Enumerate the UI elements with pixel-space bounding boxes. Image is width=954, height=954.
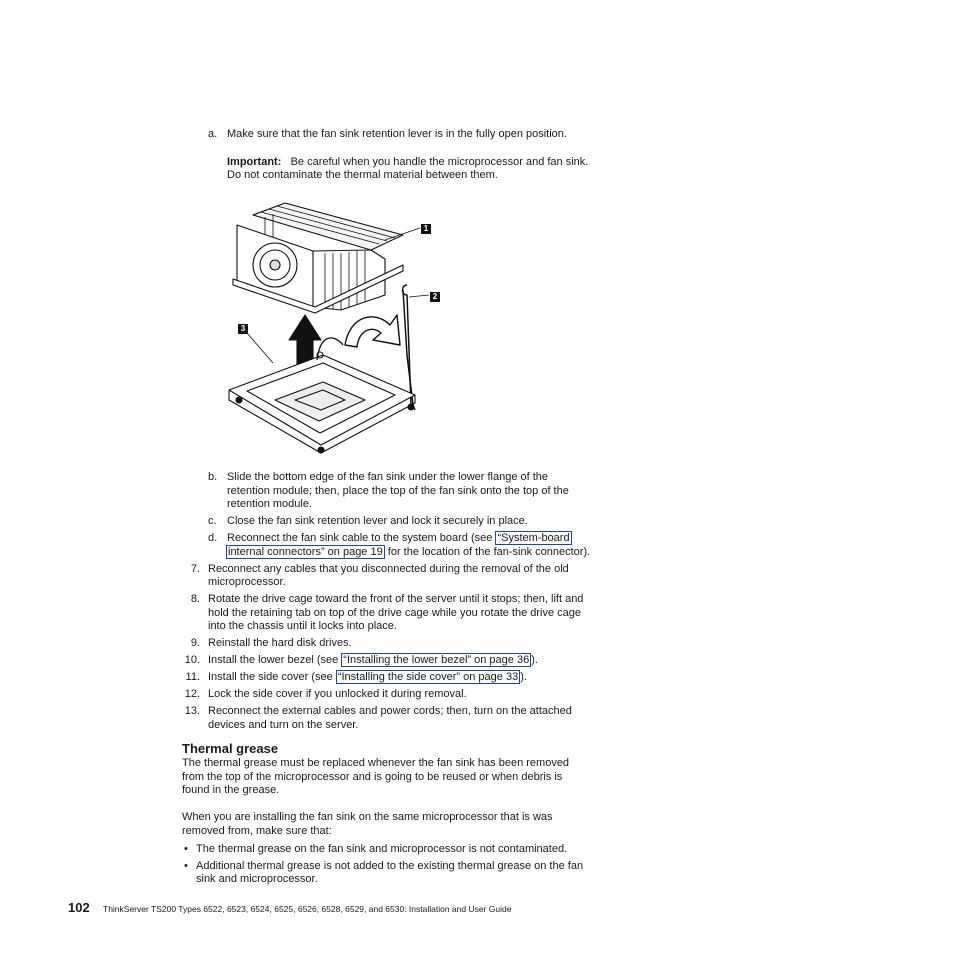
step-10-number: 10. — [184, 654, 200, 666]
step-7-line2: microprocessor. — [208, 576, 286, 588]
para1-line2: from the top of the microprocessor and is going to be reused or when debris is — [182, 771, 563, 783]
step-b-line2: retention module; then, place the top of the fan sink onto the top of the — [227, 485, 569, 497]
section-heading: Thermal grease — [182, 741, 279, 756]
step-11-pre: Install the side cover (see — [208, 671, 336, 683]
step-10-line — [208, 654, 538, 668]
step-10-pre: Install the lower bezel (see — [208, 654, 342, 666]
para2-line2: removed from, make sure that: — [182, 825, 332, 837]
important-line1: Be careful when you handle the microprocessor and fan sink. — [290, 156, 589, 168]
step-d-line2 — [226, 546, 590, 560]
step-b-line3: retention module. — [227, 498, 312, 510]
para2-line1: When you are installing the fan sink on the same microprocessor that is was — [182, 811, 553, 823]
system-board-connectors-link-part2[interactable]: internal connectors” on page 19 — [228, 546, 383, 558]
page-number: 102 — [68, 900, 90, 915]
callout-3: 3 — [238, 324, 248, 334]
step-8-number: 8. — [190, 593, 200, 605]
system-board-connectors-link-part1[interactable]: “System-board — [497, 532, 570, 544]
step-b-line1: Slide the bottom edge of the fan sink under the lower flange of the — [227, 471, 549, 483]
step-12-number: 12. — [184, 688, 200, 700]
step-11-post: ). — [520, 671, 527, 683]
step-c-text: Close the fan sink retention lever and lock it securely in place. — [227, 515, 528, 527]
step-8-line3: into the chassis until it locks into place. — [208, 620, 397, 632]
bullet-2-line2: sink and microprocessor. — [196, 873, 318, 885]
bullet-1-text: The thermal grease on the fan sink and microprocessor is not contaminated. — [196, 843, 568, 855]
installing-lower-bezel-link[interactable]: “Installing the lower bezel” on page 36 — [343, 654, 530, 666]
para1-line1: The thermal grease must be replaced whenever the fan sink has been removed — [182, 757, 570, 769]
footer-text: ThinkServer TS200 Types 6522, 6523, 6524, 6525, 6526, 6528, 6529, and 6530: Installation and User Guide — [103, 904, 512, 914]
para1-line3: found in the grease. — [182, 784, 280, 796]
step-11-number: 11. — [185, 671, 200, 683]
installing-side-cover-link[interactable]: “Installing the side cover” on page 33 — [337, 671, 519, 683]
step-13-number: 13. — [184, 705, 200, 717]
important-label: Important: — [227, 156, 282, 168]
bullet-1-glyph: • — [184, 843, 188, 855]
step-b-marker: b. — [208, 471, 218, 483]
step-10-post: ). — [531, 654, 538, 666]
callout-2: 2 — [430, 292, 440, 302]
step-a-marker: a. — [208, 128, 218, 140]
step-13-line2: devices and turn on the server. — [208, 719, 359, 731]
step-8-line1: Rotate the drive cage toward the front of the server until it stops; then, lift and — [208, 593, 584, 605]
important-line2: Do not contaminate the thermal material between them. — [227, 169, 498, 181]
step-d-post: for the location of the fan-sink connector). — [384, 546, 591, 558]
important-note — [227, 156, 588, 170]
step-7-line1: Reconnect any cables that you disconnected during the removal of the old — [208, 563, 569, 575]
step-a-text: Make sure that the fan sink retention lever is in the fully open position. — [227, 128, 567, 140]
step-7-number: 7. — [190, 563, 200, 575]
step-9-number: 9. — [190, 637, 200, 649]
callout-1: 1 — [421, 224, 431, 234]
bullet-2-line1: Additional thermal grease is not added to the existing thermal grease on the fan — [196, 860, 584, 872]
step-13-line1: Reconnect the external cables and power cords; then, turn on the attached — [208, 705, 572, 717]
step-d-pre: Reconnect the fan sink cable to the system board (see — [227, 532, 496, 544]
step-12-line1: Lock the side cover if you unlocked it during removal. — [208, 688, 467, 700]
bullet-2-glyph: • — [184, 860, 188, 872]
step-c-marker: c. — [208, 515, 217, 527]
step-d-line1 — [227, 532, 572, 546]
fan-sink-illustration — [225, 195, 445, 465]
step-11-line — [208, 671, 527, 685]
step-9-line1: Reinstall the hard disk drives. — [208, 637, 352, 649]
step-d-marker: d. — [208, 532, 218, 544]
step-8-line2: hold the retaining tab on top of the drive cage while you rotate the drive cage — [208, 607, 582, 619]
